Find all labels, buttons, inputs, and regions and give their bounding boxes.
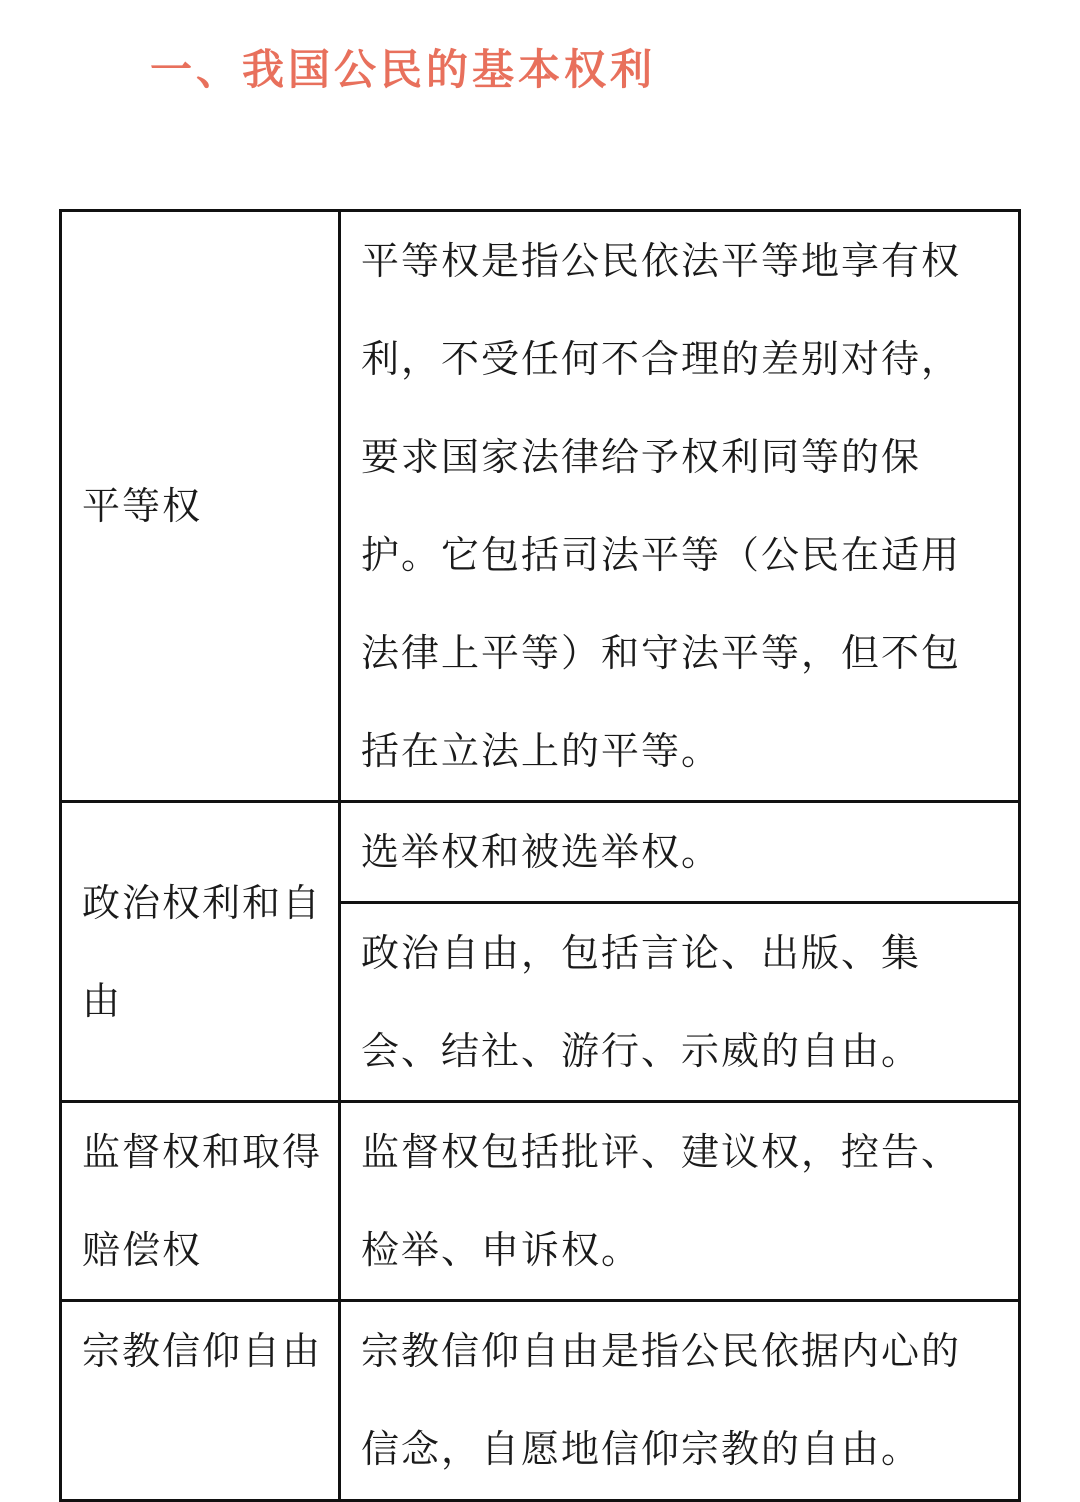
description-cell: 选举权和被选举权。 (340, 802, 1020, 903)
table-row-equality (61, 211, 1020, 802)
table-row-religion (61, 1301, 1020, 1501)
category-cell: 政治权利和自由 (61, 802, 340, 1102)
description-cell: 政治自由，包括言论、出版、集会、结社、游行、示威的自由。 (340, 903, 1020, 1102)
category-cell: 监督权和取得赔偿权 (61, 1102, 340, 1301)
table-row-political-rights (61, 802, 1020, 903)
page-title: 一、我国公民的基本权利 (150, 45, 657, 94)
description-cell: 监督权包括批评、建议权，控告、检举、申诉权。 (340, 1102, 1020, 1301)
description-cell: 宗教信仰自由是指公民依据内心的信念，自愿地信仰宗教的自由。 (340, 1301, 1020, 1501)
category-cell: 宗教信仰自由 (61, 1301, 340, 1501)
table-row-supervision (61, 1102, 1020, 1301)
rights-table (59, 209, 1021, 1502)
category-cell: 平等权 (61, 211, 340, 802)
description-cell: 平等权是指公民依法平等地享有权利，不受任何不合理的差别对待，要求国家法律给予权利同等的保护。它包括司法平等（公民在适用法律上平等）和守法平等，但不包括在立法上的平等。 (340, 211, 1020, 802)
